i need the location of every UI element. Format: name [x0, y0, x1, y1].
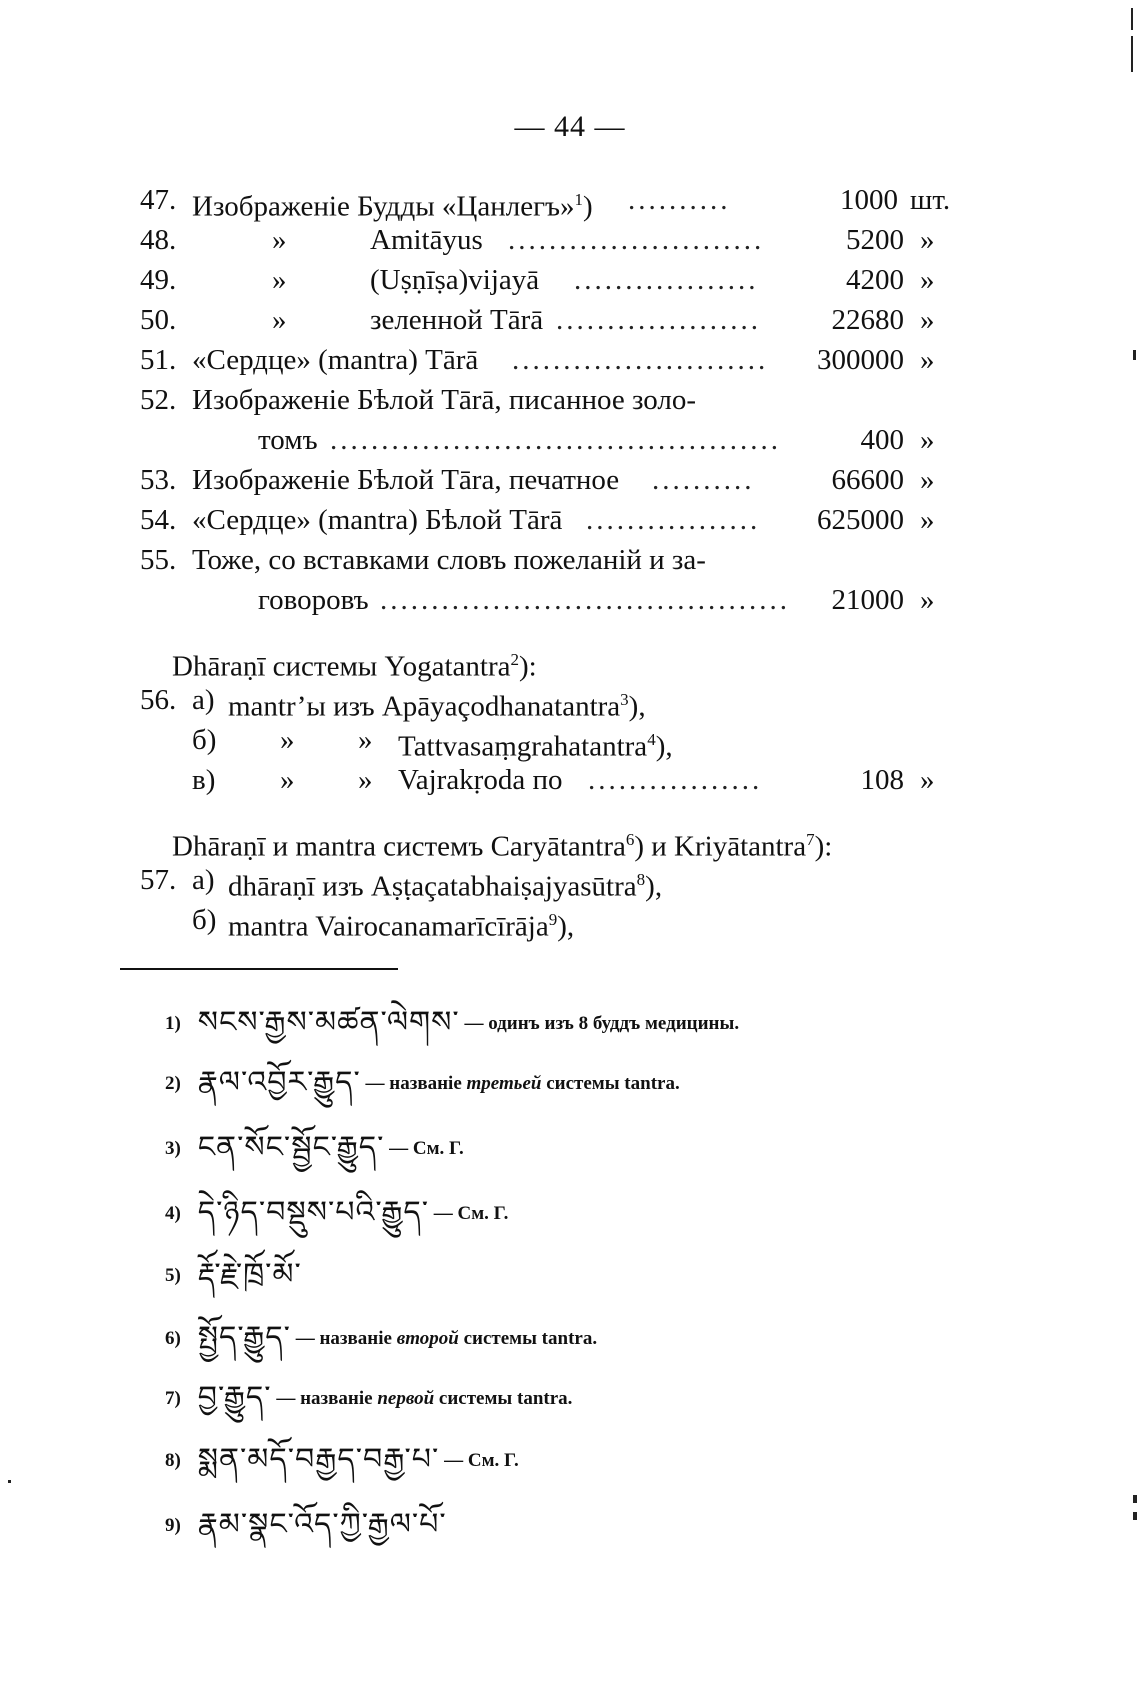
scan-mark	[1131, 8, 1133, 30]
ditto-mark: »	[272, 304, 287, 336]
tibetan-text: རྣམ་སྣང་འོད་ཀྱི་རྒྱལ་པོ་	[197, 1507, 447, 1542]
entry-quantity: 300000	[817, 344, 904, 376]
list-item-continuation	[0, 420, 1140, 460]
entry-number: 55.	[140, 544, 177, 576]
heading-tail: ):	[518, 650, 537, 683]
tibetan-text: བྱ་རྒྱུད་	[197, 1380, 272, 1415]
entry-text: «Сердце» (mantra) Tārā	[192, 344, 479, 376]
heading-text: Dhāraṇī и mantra системъ Caryātantra	[172, 830, 626, 863]
entry-text: Изображеніе Будды «Цанлегъ»$^1$)	[192, 190, 593, 223]
entry-unit: »	[920, 344, 935, 376]
footnote-gloss: — одинъ изъ 8 буддъ медицины.	[464, 1013, 740, 1034]
list-item	[0, 900, 1140, 943]
text-tail: ),	[645, 870, 663, 903]
list-item	[0, 460, 1140, 500]
dot-leader: ..................	[574, 264, 759, 296]
list-item	[0, 340, 1140, 380]
entry-number: 50.	[140, 304, 177, 336]
list-item	[0, 500, 1140, 540]
text-tail: ),	[557, 910, 575, 943]
entry-number: 56.	[140, 684, 177, 716]
scan-mark	[1133, 1512, 1137, 1520]
tibetan-text: རྡོ་རྗེ་ཁྲོ་མོ་	[197, 1257, 302, 1292]
ditto-mark: »	[272, 264, 287, 296]
page-number: — 44 —	[514, 110, 626, 143]
ditto-mark: »	[358, 724, 373, 756]
entry-unit: »	[920, 584, 935, 616]
footnote-gloss: — названіе второй системы tantra.	[295, 1328, 598, 1349]
list-item	[0, 180, 1140, 223]
sub-label: б)	[192, 904, 217, 936]
sub-label: a)	[192, 684, 215, 716]
footnote-divider	[120, 968, 398, 970]
footnote	[165, 1505, 447, 1545]
dot-leader: ........................................	[380, 584, 790, 616]
entry-text: (Uṣṇīṣa)vijayā	[370, 264, 540, 296]
list-item	[0, 680, 1140, 723]
tibetan-text: རྣལ་འབྱོར་རྒྱུད་	[197, 1065, 361, 1100]
entry-number: 53.	[140, 464, 177, 496]
footnote-ref: 3	[620, 690, 629, 709]
entry-number: 51.	[140, 344, 177, 376]
list-item	[0, 860, 1140, 903]
section-heading	[0, 640, 1140, 683]
entry-unit: »	[920, 464, 935, 496]
footnote	[165, 1003, 739, 1043]
dot-leader: ............................................	[330, 424, 781, 456]
entry-text: mantra Vairocanamarīcīrāja	[228, 910, 549, 943]
entry-text: «Сердце» (mantra) Бѣлой Tārā	[192, 504, 563, 536]
entry-number: 54.	[140, 504, 177, 536]
sub-label: в)	[192, 764, 216, 796]
entry-quantity: 108	[860, 764, 904, 796]
entry-number: 47.	[140, 184, 177, 216]
ditto-mark: »	[280, 724, 295, 756]
footnote-gloss: — названіе первой системы tantra.	[276, 1388, 573, 1409]
section-heading	[0, 820, 1140, 863]
entry-unit: »	[920, 424, 935, 456]
footnote-mark: 7)	[165, 1388, 181, 1409]
entry-text: томъ	[258, 424, 318, 456]
footnote-ref: 7	[806, 830, 815, 849]
entry-unit: »	[920, 224, 935, 256]
tibetan-text: སྤྱོད་རྒྱུད་	[197, 1320, 291, 1355]
sub-label: б)	[192, 724, 217, 756]
list-item	[0, 720, 1140, 763]
dot-leader: .........................	[512, 344, 769, 376]
scan-mark	[1133, 350, 1136, 360]
tibetan-text: དེ་ཉིད་བསྡུས་པའི་རྒྱུད་	[197, 1195, 429, 1230]
entry-quantity: 400	[860, 424, 904, 456]
footnote-gloss: — См. Г.	[433, 1203, 509, 1224]
list-item-continuation	[0, 580, 1140, 620]
footnote	[165, 1063, 680, 1103]
entry-quantity: 66600	[831, 464, 904, 496]
entry-number: 48.	[140, 224, 177, 256]
footnote-gloss: — названіе третьей системы tantra.	[365, 1073, 680, 1094]
dot-leader: .................	[588, 764, 763, 796]
entry-number: 52.	[140, 384, 177, 416]
scan-mark	[8, 1480, 11, 1483]
entry-quantity: 1000	[840, 184, 898, 216]
scan-mark	[1133, 1495, 1137, 1503]
tibetan-text: སྨན་མདོ་བརྒྱད་བརྒྱ་པ་	[197, 1442, 440, 1477]
entry-text: говоровъ	[258, 584, 369, 616]
footnote-gloss: — См. Г.	[444, 1450, 519, 1471]
entry-quantity: 4200	[846, 264, 904, 296]
footnote	[165, 1193, 508, 1233]
dot-leader: ..........	[652, 464, 755, 496]
footnote-ref: 6	[625, 830, 635, 849]
footnote-mark: 3)	[165, 1138, 181, 1159]
entry-text: Тоже, со вставками словъ пожеланій и за-	[192, 544, 706, 576]
heading-tail: ):	[814, 830, 833, 863]
footnote-mark: 9)	[165, 1515, 181, 1536]
footnote-mark: 4)	[165, 1203, 181, 1224]
dot-leader: ....................	[556, 304, 761, 336]
footnote-mark: 5)	[165, 1265, 181, 1286]
entry-quantity: 5200	[846, 224, 904, 256]
list-item	[0, 300, 1140, 340]
dot-leader: ..........	[628, 184, 731, 216]
text-tail: ),	[628, 690, 646, 723]
entry-quantity: 22680	[831, 304, 904, 336]
footnote-ref: 4	[647, 730, 656, 749]
dot-leader: .................	[586, 504, 761, 536]
entry-text: Vajrakṛoda по	[398, 764, 563, 796]
footnote-mark: 1)	[165, 1013, 181, 1034]
list-item	[0, 760, 1140, 800]
ditto-mark: »	[358, 764, 373, 796]
footnote-mark: 8)	[165, 1450, 181, 1471]
entry-text: dhāraṇī изъ Aṣṭaçatabhaiṣajyasūtra	[228, 870, 637, 903]
scan-mark	[1131, 36, 1133, 72]
entry-unit: »	[920, 504, 935, 536]
dot-leader: .........................	[508, 224, 765, 256]
entry-unit: »	[920, 304, 935, 336]
tibetan-text: ངན་སོང་སྦྱོང་རྒྱུད་	[197, 1130, 385, 1165]
ditto-mark: »	[272, 224, 287, 256]
sub-label: a)	[192, 864, 215, 896]
heading-text: Dhāraṇī системы Yogatantra	[172, 650, 511, 683]
text-tail: ),	[655, 730, 673, 763]
list-item	[0, 220, 1140, 260]
entry-unit: »	[920, 264, 935, 296]
entry-text: Tattvasaṃgrahatantra	[398, 730, 648, 763]
heading-text: ) и Kriyātantra	[634, 830, 807, 863]
footnote	[165, 1318, 597, 1358]
footnote-gloss: — См. Г.	[389, 1138, 464, 1159]
entry-text: зеленной Tārā	[370, 304, 544, 336]
footnote	[165, 1128, 464, 1168]
tibetan-text: སངས་རྒྱས་མཚན་ལེགས་	[197, 1005, 460, 1040]
list-item	[0, 260, 1140, 300]
footnote-mark: 2)	[165, 1073, 181, 1094]
footnote-ref: 8	[636, 870, 646, 889]
footnote	[165, 1440, 519, 1480]
entry-text: mantr’ы изъ Apāyaçodhanatantra	[228, 690, 621, 723]
list-item	[0, 540, 1140, 580]
entry-text: Amitāyus	[370, 224, 483, 256]
entry-quantity: 625000	[817, 504, 904, 536]
entry-number: 49.	[140, 264, 177, 296]
footnote-mark: 6)	[165, 1328, 181, 1349]
ditto-mark: »	[280, 764, 295, 796]
entry-quantity: 21000	[831, 584, 904, 616]
list-item	[0, 380, 1140, 420]
footnote-ref: 2	[510, 650, 519, 669]
footnote-ref: 9	[548, 910, 558, 929]
entry-text: Изображеніе Бѣлой Tāra, печатное	[192, 464, 620, 496]
entry-unit: »	[920, 764, 935, 796]
entry-unit: шт.	[910, 184, 951, 216]
entry-number: 57.	[140, 864, 177, 896]
footnote	[165, 1378, 572, 1418]
footnote	[165, 1255, 302, 1295]
entry-text: Изображеніе Бѣлой Tārā, писанное золо-	[192, 384, 697, 416]
